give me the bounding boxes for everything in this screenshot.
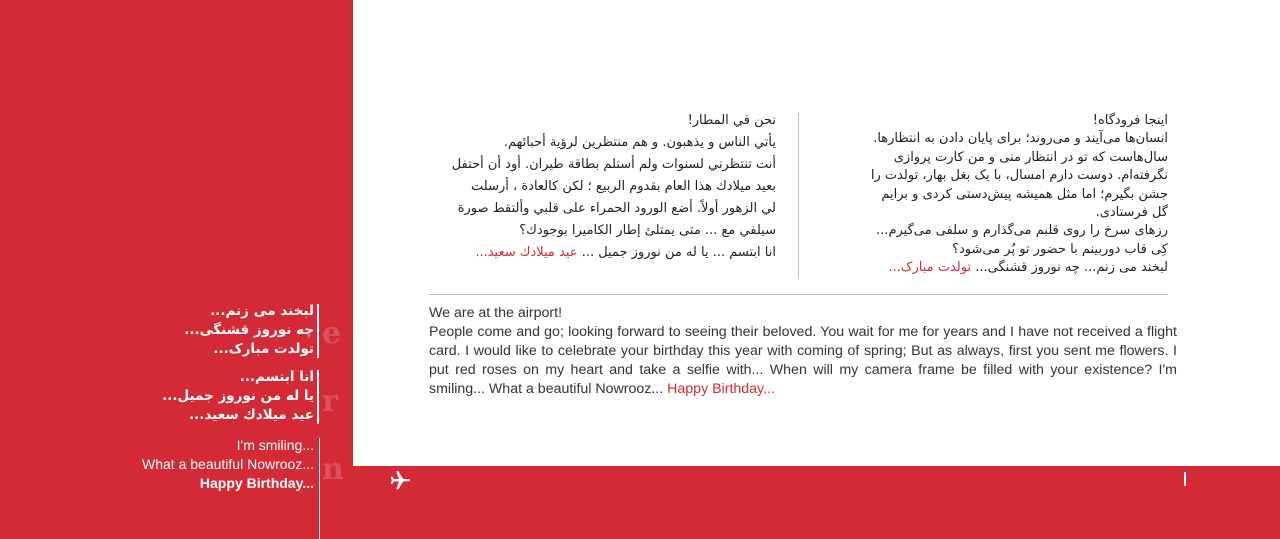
sidebar-persian-3: تولدت مبارک... xyxy=(213,341,314,357)
english-highlight: Happy Birthday... xyxy=(667,381,775,397)
english-text-block xyxy=(429,304,1177,399)
sidebar-english xyxy=(114,436,314,493)
english-body: People come and go; looking forward to seeing their beloved. You wait for me for years and I have not received a flight card. I would like to celebrate your birthday this year with coming of spring; But as always, first you sent me flowers. I put red roses on my heart and take a selfie with... When will my camera frame be filled with your existence? I'm smiling... What a beautiful Nowrooz... xyxy=(429,324,1177,397)
arabic-line-2: يأتي الناس و يذهبون. و هم منتظرين لرؤية أحبائهم. xyxy=(503,135,776,150)
airplane-icon xyxy=(388,468,412,492)
persian-line-1: اینجا فرودگاه! xyxy=(1092,113,1168,128)
page-marker xyxy=(1184,472,1186,486)
persian-text-block xyxy=(810,112,1168,278)
sidebar-persian-1: لبخند می زنم... xyxy=(210,303,314,319)
arabic-last-line xyxy=(420,242,776,264)
persian-line-8: کِی قاب دوربینم با حضور تو پُر می‌شود؟ xyxy=(952,241,1168,257)
persian-line-3: سال‌هاست که تو در انتظار منی و من کارت پروازی xyxy=(893,149,1168,165)
arabic-highlight: عيد ميلادك سعيد... xyxy=(475,245,578,260)
sidebar-english-2: What a beautiful Nowrooz... xyxy=(142,456,314,472)
persian-line-7: رزهای سرخ را روی قلبم می‌گذارم و سلفی می‌گیرم... xyxy=(876,223,1168,239)
sidebar-arabic-2: يا له من نوروز جميل... xyxy=(162,388,314,404)
arabic-last-line-text: انا ابتسم ... يا له من نوروز جميل ... xyxy=(581,245,776,260)
sidebar-arabic-3: عيد ميلادك سعيد... xyxy=(189,407,314,423)
sidebar-persian-2: چه نوروز قشنگی... xyxy=(184,322,314,338)
persian-line-5: جشن بگیرم؛ اما مثل همیشه پیش‌دستی کردی و برایم xyxy=(881,186,1168,202)
arabic-text-block xyxy=(420,110,776,264)
persian-line-4: نگرفته‌ام. دوست دارم امسال، با یک بغل بهار، تولدت را xyxy=(870,168,1168,184)
ghost-glyph-2: r xyxy=(322,384,338,419)
sidebar-arabic xyxy=(162,368,314,425)
arabic-line-1: نحن في المطار! xyxy=(687,113,776,128)
section-divider xyxy=(429,294,1168,295)
column-divider xyxy=(798,113,799,278)
ghost-glyph-3: n xyxy=(322,452,344,487)
sidebar-bar-english xyxy=(319,438,320,539)
persian-last-line-text: لبخند می زنم... چه نوروز قشنگی... xyxy=(975,260,1168,276)
persian-last-line xyxy=(810,259,1168,277)
arabic-line-4: بعيد ميلادك هذا العام بقدوم الربيع ؛ لكن كالعادة ، أرسلت xyxy=(471,179,776,194)
sidebar-english-1: I'm smiling... xyxy=(236,437,314,453)
sidebar-english-3: Happy Birthday... xyxy=(199,475,314,491)
sidebar-bar-arabic xyxy=(317,370,319,424)
arabic-line-6: سيلفي مع ... متى يمتلئ إطار الكاميرا بوجودك؟ xyxy=(519,223,776,238)
sidebar-arabic-1: انا ابتسم... xyxy=(239,369,314,385)
english-line-1: We are at the airport! xyxy=(429,305,563,321)
persian-line-2: انسان‌ها می‌آیند و می‌روند؛ برای پایان دادن به انتظارها. xyxy=(873,131,1168,147)
persian-line-6: گل فرستادی. xyxy=(1095,205,1168,221)
sidebar-bar-persian xyxy=(317,304,319,358)
persian-highlight: تولدت مبارک... xyxy=(888,260,972,276)
arabic-line-3: أنت تنتظرني لسنوات ولم أستلم بطاقة طيران. أود أن أحتفل xyxy=(451,157,776,172)
arabic-line-5: لي الزهور أولاً. أضع الورود الحمراء على قلبي وألتقط صورة xyxy=(457,201,776,216)
sidebar-persian xyxy=(184,302,314,359)
ghost-glyph-1: e xyxy=(322,316,342,351)
